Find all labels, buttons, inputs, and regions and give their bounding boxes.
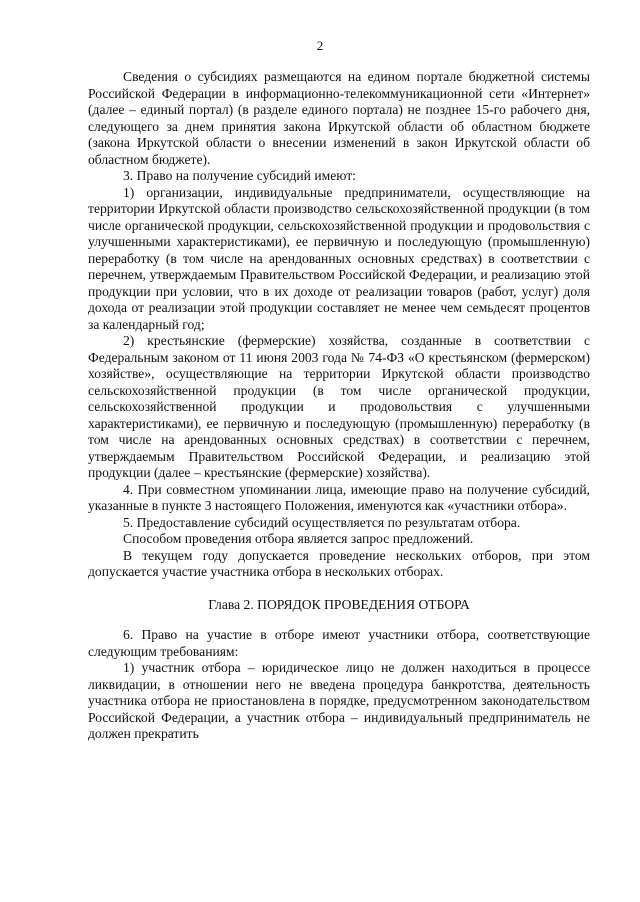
paragraph-item-6: 6. Право на участие в отборе имеют участники отбора, соответствующие следующим требованиям: — [88, 627, 590, 659]
document-body — [88, 69, 590, 743]
paragraph-item-6-1: 1) участник отбора – юридическое лицо не должен находиться в процессе ликвидации, в отношении него не введена процедура банкротства, деятельность участника отбора не приостановлена в порядке, предусмотренном законодательством Российской Федерации, а участник отбора – индивидуальный предприниматель не должен прекратить — [88, 660, 590, 741]
page-number: 2 — [316, 38, 324, 53]
paragraph-item-3: 3. Право на получение субсидий имеют: — [123, 168, 356, 183]
chapter-heading: Глава 2. ПОРЯДОК ПРОВЕДЕНИЯ ОТБОРА — [208, 596, 470, 612]
paragraph-subsidy-info: Сведения о субсидиях размещаются на едином портале бюджетной системы Российской Федерации в информационно-телекоммуникационной сети «Интернет» (далее – единый портал) (в разделе единого портала) не позднее 15-го рабочего дня, следующего за днем принятия закона Иркутской области об областном бюджете (закона Иркутской области о внесении изменений в закон Иркутской области об областном бюджете). — [88, 69, 590, 167]
paragraph-item-3-1: 1) организации, индивидуальные предприниматели, осуществляющие на территории Иркутской области производство сельскохозяйственной продукции (в том числе органической продукции, сельскохозяйственной продукции и продовольствия с улучшенными характеристиками), ее первичную и последующую (промышленную) переработку (в том числе на арендованных основных средствах) в соответствии с перечнем, утверждаемым Правительством Российской Федерации, и реализацию этой продукции при условии, что в их доходе от реализации товаров (работ, услуг) доля дохода от реализации этой продукции составляет не менее чем семьдесят процентов за календарный год; — [88, 184, 590, 332]
paragraph-item-5: 5. Предоставление субсидий осуществляется по результатам отбора. — [123, 514, 521, 530]
paragraph-multiple-selections: В текущем году допускается проведение нескольких отборов, при этом допускается участие участника отбора в нескольких отборах. — [88, 547, 590, 579]
paragraph-item-3-2: 2) крестьянские (фермерские) хозяйства, созданные в соответствии с Федеральным законом от 11 июня 2003 года № 74-ФЗ «О крестьянском (фермерском) хозяйстве», осуществляющие на территории Иркутской области производство сельскохозяйственной продукции (в том числе органической продукции, сельскохозяйственной продукции и продовольствия с улучшенными характеристиками), ее первичную и последующую (промышленную) переработку (в том числе на арендованных основных средствах) в соответствии с перечнем, утверждаемым Правительством Российской Федерации, и реализацию этой продукции (далее – крестьянские (фермерские) хозяйства). — [88, 333, 590, 480]
paragraph-item-4: 4. При совместном упоминании лица, имеющие право на получение субсидий, указанные в пункте 3 настоящего Положения, именуются как «участники отбора». — [88, 481, 590, 513]
paragraph-selection-method: Способом проведения отбора является запрос предложений. — [123, 531, 474, 546]
